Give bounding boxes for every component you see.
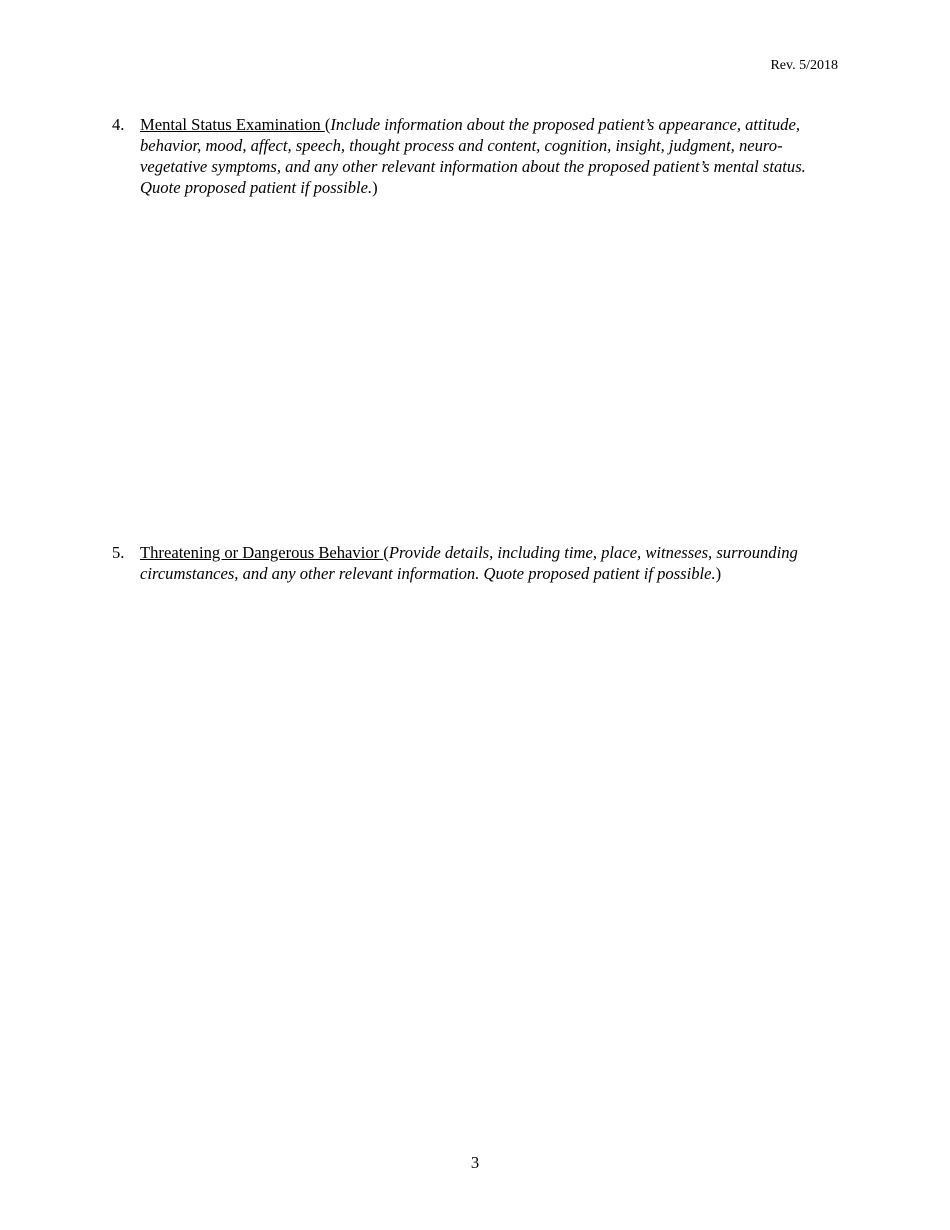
open-paren: (	[324, 115, 331, 134]
section-title: Threatening or Dangerous Behavior	[140, 543, 384, 562]
section-body	[140, 114, 832, 198]
section-number: 5.	[112, 543, 125, 562]
section-threatening-behavior	[112, 542, 832, 584]
section-number: 4.	[112, 115, 125, 134]
revision-date: Rev. 5/2018	[770, 58, 838, 73]
open-paren: (	[383, 543, 389, 562]
page-number: 3	[470, 1153, 480, 1172]
section-title: Mental Status Examination	[140, 115, 325, 134]
close-paren: )	[715, 564, 722, 583]
close-paren: )	[372, 178, 378, 197]
section-mental-status-examination	[112, 114, 832, 198]
section-instructions: Include information about the proposed patient’s appearance, attitude, behavior, mood, affect, speech, thought process and content, cognition, insight, judgment, neuro-vegetative symptoms, and any other relevant information about the proposed patient’s mental status. Quote proposed patient if possible.	[140, 115, 806, 197]
section-body	[140, 542, 832, 584]
section-instructions: Provide details, including time, place, witnesses, surrounding circumstances, and any other relevant information. Quote proposed patient if possible.	[140, 543, 798, 583]
